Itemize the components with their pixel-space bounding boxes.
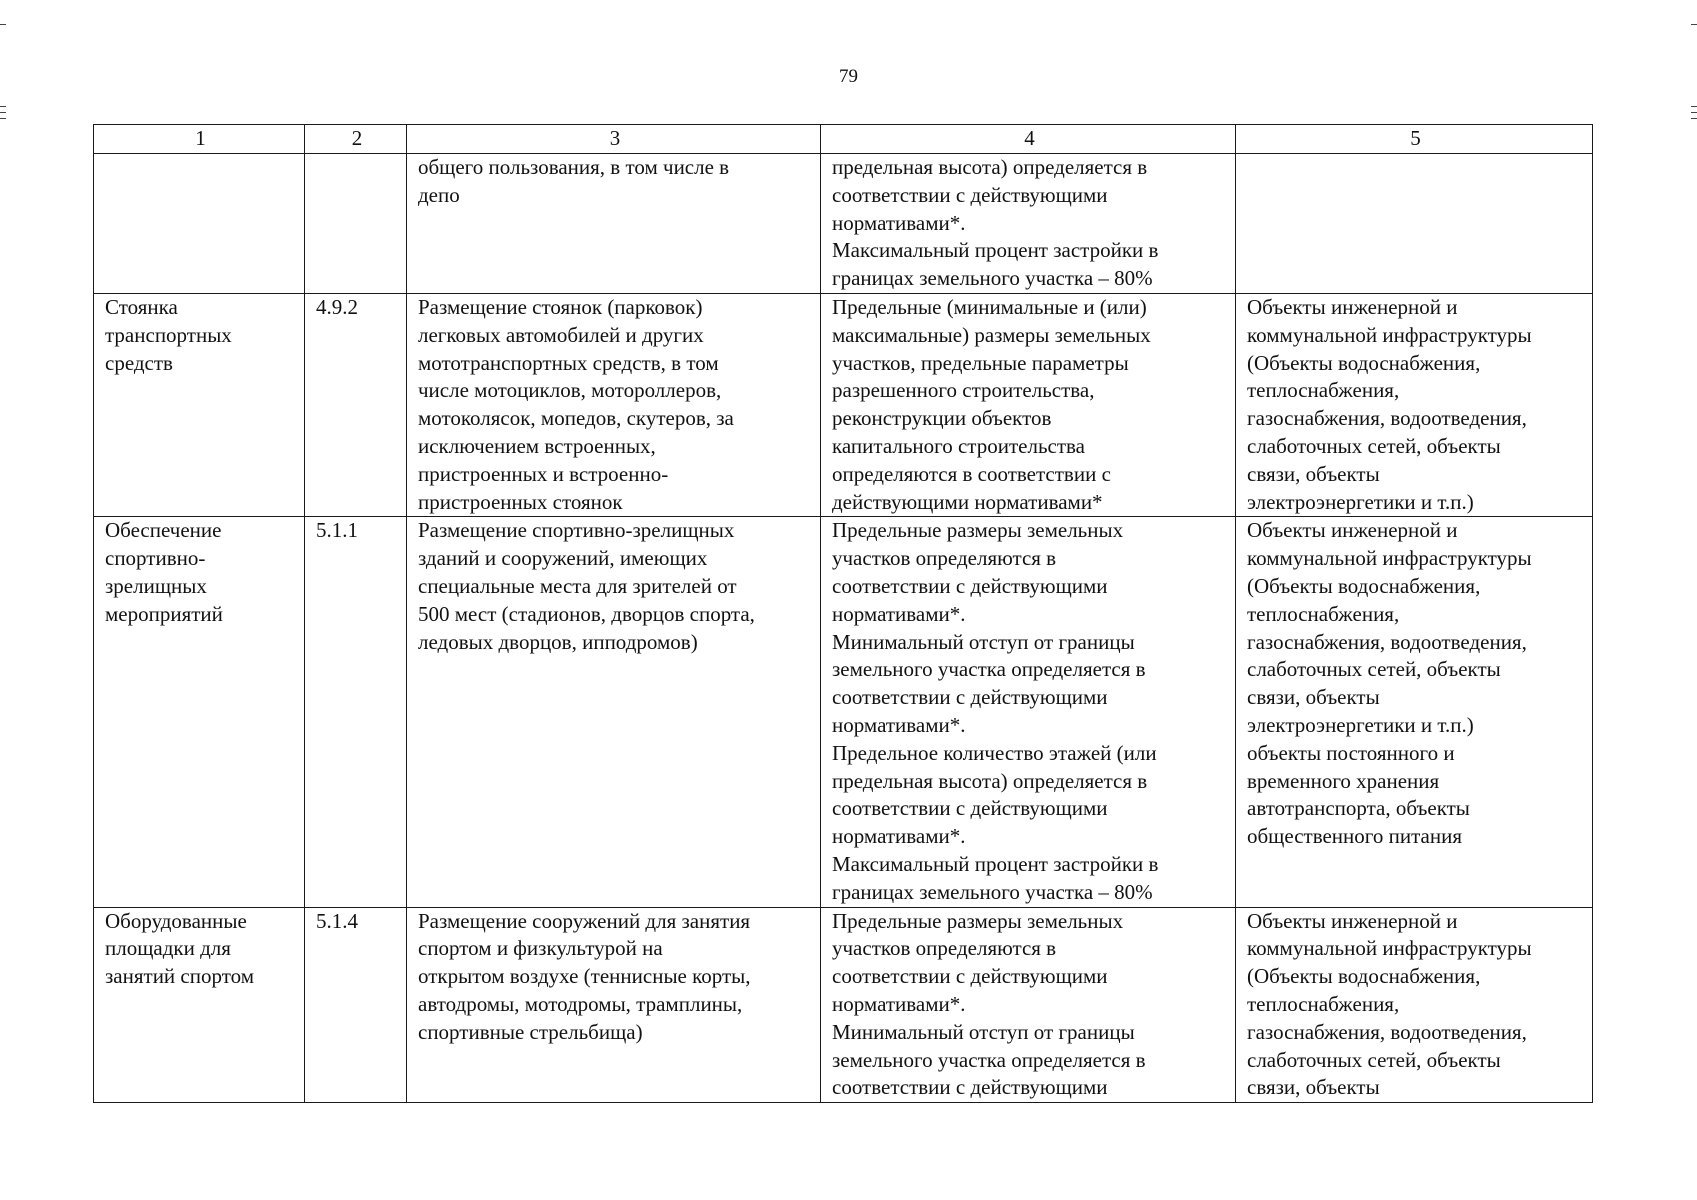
cell-text-line: площадки для — [105, 936, 231, 961]
cell-text-line: максимальные) размеры земельных — [832, 322, 1151, 347]
cell-text-line: (Объекты водоснабжения, — [1247, 573, 1481, 598]
cell-text-line: Размещение сооружений для занятия — [418, 908, 751, 933]
cell-text-line: (Объекты водоснабжения, — [1247, 964, 1481, 989]
cell-text-line: электроэнергетики и т.п.) — [1247, 712, 1474, 737]
cell-text-line: пристроенных стоянок — [418, 489, 623, 514]
use-type-name-cell — [94, 293, 305, 516]
cell-text-line: нормативами*. — [832, 601, 966, 626]
table-row — [94, 154, 1593, 294]
cell-text-line: связи, объекты — [1247, 685, 1380, 710]
edge-mark — [1691, 106, 1697, 107]
cell-text-line: нормативами*. — [832, 210, 966, 235]
cell-text-line: мероприятий — [105, 601, 223, 626]
edge-mark — [1691, 112, 1697, 113]
cell-text-line: соответствии с действующими — [832, 964, 1108, 989]
cell-text-line: 500 мест (стадионов, дворцов спорта, — [418, 601, 755, 626]
cell-text-line: Максимальный процент застройки в — [832, 851, 1159, 876]
cell-text-line: занятий спортом — [105, 964, 254, 989]
cell-text-line: Размещение стоянок (парковок) — [418, 294, 703, 319]
table-body — [94, 154, 1593, 1103]
cell-text-line: общего пользования, в том числе в — [418, 155, 730, 179]
cell-text-line: нормативами*. — [832, 824, 966, 849]
cell-text-line: теплоснабжения, — [1247, 601, 1400, 626]
cell-text-line: участков определяются в — [832, 936, 1057, 961]
cell-text-line: 5.1.1 — [316, 518, 358, 543]
cell-text-line: Минимальный отступ от границы — [832, 1019, 1135, 1044]
cell-text-line: легковых автомобилей и других — [418, 322, 704, 347]
cell-text-line: капитального строительства — [832, 433, 1085, 458]
cell-text-line: пристроенных и встроенно- — [418, 461, 669, 486]
cell-text-line: границах земельного участка – 80% — [832, 879, 1153, 904]
cell-text-line: спортивные стрельбища) — [418, 1019, 643, 1044]
cell-text-line: спортом и физкультурой на — [418, 936, 663, 961]
auxiliary-objects-cell — [1236, 907, 1593, 1103]
column-header: 5 — [1236, 125, 1593, 154]
cell-text-line: Объекты инженерной и — [1247, 908, 1458, 933]
cell-text-line: автодромы, мотодромы, трамплины, — [418, 991, 743, 1016]
cell-text-line: нормативами*. — [832, 991, 966, 1016]
parameters-cell — [821, 154, 1236, 294]
cell-text-line: соответствии с действующими — [832, 685, 1108, 710]
cell-text-line: действующими нормативами* — [832, 489, 1103, 514]
cell-text-line: разрешенного строительства, — [832, 378, 1095, 403]
cell-text-line: электроэнергетики и т.п.) — [1247, 489, 1474, 514]
cell-text-line: (Объекты водоснабжения, — [1247, 350, 1481, 375]
cell-text-line: Предельные (минимальные и (или) — [832, 294, 1147, 319]
cell-text-line: связи, объекты — [1247, 461, 1380, 486]
use-code-cell — [305, 517, 407, 907]
cell-text-line: соответствии с действующими — [832, 1075, 1108, 1100]
column-header: 2 — [305, 125, 407, 154]
cell-text-line: Минимальный отступ от границы — [832, 629, 1135, 654]
cell-text-line: Стоянка — [105, 294, 178, 319]
cell-text-line: автотранспорта, объекты — [1247, 796, 1470, 821]
cell-text-line: соответствии с действующими — [832, 573, 1108, 598]
cell-text-line: общественного питания — [1247, 824, 1462, 849]
cell-text-line: мототранспортных средств, в том — [418, 350, 719, 375]
cell-text-line: реконструкции объектов — [832, 406, 1052, 431]
cell-text-line: связи, объекты — [1247, 1075, 1380, 1100]
cell-text-line: нормативами*. — [832, 712, 966, 737]
cell-text-line: числе мотоциклов, мотороллеров, — [418, 378, 722, 403]
cell-text-line: земельного участка определяется в — [832, 1047, 1146, 1072]
cell-text-line: коммунальной инфраструктуры — [1247, 546, 1532, 571]
cell-text-line: предельная высота) определяется в — [832, 768, 1148, 793]
parameters-cell — [821, 517, 1236, 907]
cell-text-line: слаботочных сетей, объекты — [1247, 1047, 1501, 1072]
use-type-name-cell — [94, 517, 305, 907]
cell-text-line: участков, предельные параметры — [832, 350, 1129, 375]
cell-text-line: газоснабжения, водоотведения, — [1247, 629, 1527, 654]
use-type-name-cell — [94, 907, 305, 1103]
cell-text-line: теплоснабжения, — [1247, 991, 1400, 1016]
cell-text-line: зрелищных — [105, 573, 207, 598]
auxiliary-objects-cell — [1236, 154, 1593, 294]
cell-text-line: Максимальный процент застройки в — [832, 238, 1159, 263]
cell-text-line: Предельные размеры земельных — [832, 518, 1124, 543]
use-code-cell — [305, 154, 407, 294]
cell-text-line: предельная высота) определяется в — [832, 155, 1148, 179]
edge-mark — [0, 118, 6, 119]
cell-text-line: земельного участка определяется в — [832, 657, 1146, 682]
cell-text-line: 4.9.2 — [316, 294, 358, 319]
auxiliary-objects-cell — [1236, 293, 1593, 516]
cell-text-line: Размещение спортивно-зрелищных — [418, 518, 735, 543]
cell-text-line: спортивно- — [105, 546, 206, 571]
cell-text-line: газоснабжения, водоотведения, — [1247, 406, 1527, 431]
cell-text-line: соответствии с действующими — [832, 182, 1108, 207]
cell-text-line: определяются в соответствии с — [832, 461, 1111, 486]
cell-text-line: Объекты инженерной и — [1247, 518, 1458, 543]
cell-text-line: открытом воздухе (теннисные корты, — [418, 964, 751, 989]
header-row — [94, 125, 1593, 154]
page-number: 79 — [839, 66, 858, 87]
cell-text-line: транспортных — [105, 322, 232, 347]
column-header: 3 — [407, 125, 821, 154]
edge-mark — [0, 112, 6, 113]
table-row — [94, 907, 1593, 1103]
table-row — [94, 293, 1593, 516]
edge-mark — [1691, 24, 1697, 25]
column-header: 4 — [821, 125, 1236, 154]
cell-text-line: Обеспечение — [105, 518, 222, 543]
cell-text-line: коммунальной инфраструктуры — [1247, 322, 1532, 347]
cell-text-line: Предельное количество этажей (или — [832, 740, 1157, 765]
parameters-cell — [821, 293, 1236, 516]
cell-text-line: участков определяются в — [832, 546, 1057, 571]
cell-text-line: зданий и сооружений, имеющих — [418, 546, 708, 571]
auxiliary-objects-cell — [1236, 517, 1593, 907]
cell-text-line: мотоколясок, мопедов, скутеров, за — [418, 406, 734, 431]
cell-text-line: Предельные размеры земельных — [832, 908, 1124, 933]
edge-mark — [1691, 118, 1697, 119]
parameters-cell — [821, 907, 1236, 1103]
cell-text-line: Оборудованные — [105, 908, 247, 933]
use-code-cell — [305, 293, 407, 516]
edge-mark — [0, 106, 6, 107]
cell-text-line: Объекты инженерной и — [1247, 294, 1458, 319]
cell-text-line: временного хранения — [1247, 768, 1440, 793]
cell-text-line: границах земельного участка – 80% — [832, 266, 1153, 291]
cell-text-line: специальные места для зрителей от — [418, 573, 737, 598]
cell-text-line: средств — [105, 350, 173, 375]
cell-text-line: слаботочных сетей, объекты — [1247, 433, 1501, 458]
cell-text-line: газоснабжения, водоотведения, — [1247, 1019, 1527, 1044]
use-description-cell — [407, 907, 821, 1103]
use-description-cell — [407, 293, 821, 516]
cell-text-line: теплоснабжения, — [1247, 378, 1400, 403]
cell-text-line: депо — [418, 182, 460, 207]
cell-text-line: соответствии с действующими — [832, 796, 1108, 821]
cell-text-line: объекты постоянного и — [1247, 740, 1455, 765]
use-type-name-cell — [94, 154, 305, 294]
cell-text-line: 5.1.4 — [316, 908, 358, 933]
use-code-cell — [305, 907, 407, 1103]
use-description-cell — [407, 517, 821, 907]
cell-text-line: коммунальной инфраструктуры — [1247, 936, 1532, 961]
edge-mark — [0, 24, 6, 25]
cell-text-line: исключением встроенных, — [418, 433, 656, 458]
cell-text-line: ледовых дворцов, ипподромов) — [418, 629, 698, 654]
cell-text-line: слаботочных сетей, объекты — [1247, 657, 1501, 682]
land-use-table — [93, 124, 1593, 1103]
use-description-cell — [407, 154, 821, 294]
table-row — [94, 517, 1593, 907]
column-header: 1 — [94, 125, 305, 154]
